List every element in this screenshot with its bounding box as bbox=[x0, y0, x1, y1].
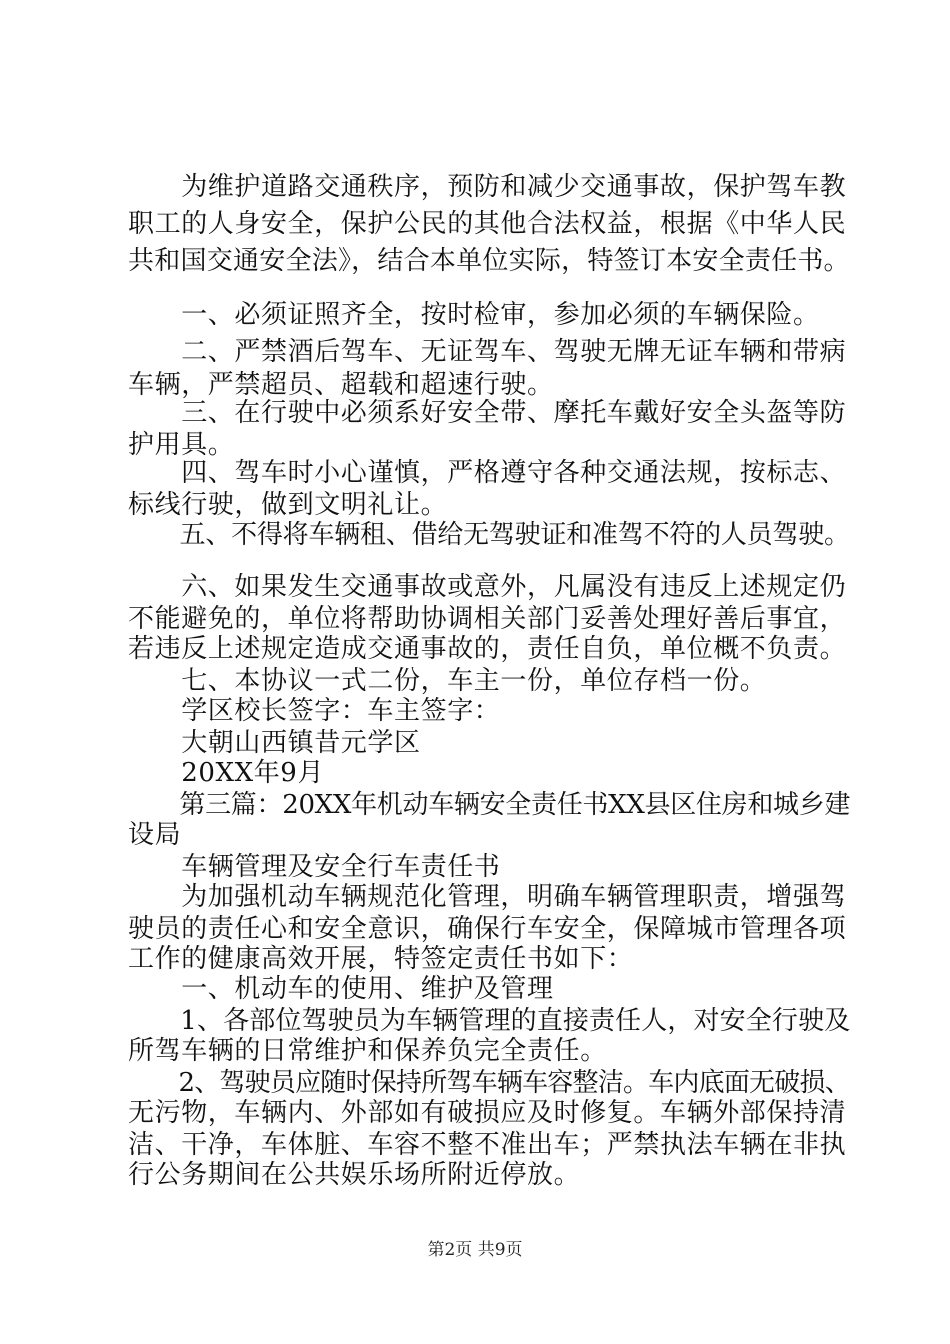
text-line: 车辆，严禁超员、超载和超速行驶。 bbox=[128, 370, 554, 400]
text-line: 大朝山西镇昔元学区 bbox=[128, 728, 421, 758]
text-line: 为维护道路交通秩序，预防和减少交通事故，保护驾车教 bbox=[128, 172, 847, 202]
text-line: 职工的人身安全，保护公民的其他合法权益，根据《中华人民 bbox=[128, 209, 847, 239]
text-line: 驶员的责任心和安全意识，确保行车安全，保障城市管理各项 bbox=[128, 914, 847, 944]
text-line: 护用具。 bbox=[128, 430, 235, 460]
text-line: 若违反上述规定造成交通事故的，责任自负，单位概不负责。 bbox=[128, 634, 847, 664]
text-line: 行公务期间在公共娱乐场所附近停放。 bbox=[128, 1160, 581, 1190]
text-line: 六、如果发生交通事故或意外，凡属没有违反上述规定仍 bbox=[128, 572, 847, 602]
text-line: 设局 bbox=[128, 820, 182, 850]
text-line: 第三篇：20XX年机动车辆安全责任书XX县区住房和城乡建 bbox=[128, 790, 851, 820]
text-line: 洁、干净，车体脏、车容不整不准出车；严禁执法车辆在非执 bbox=[128, 1130, 847, 1160]
text-line: 不能避免的，单位将帮助协调相关部门妥善处理好善后事宜， bbox=[128, 604, 847, 634]
text-line: 20XX年9月 bbox=[128, 758, 325, 788]
text-line: 所驾车辆的日常维护和保养负完全责任。 bbox=[128, 1036, 607, 1066]
text-line: 三、在行驶中必须系好安全带、摩托车戴好安全头盔等防 bbox=[128, 398, 847, 428]
text-line: 七、本协议一式二份，车主一份，单位存档一份。 bbox=[128, 666, 767, 696]
text-line: 学区校长签字：车主签字： bbox=[128, 696, 501, 726]
text-line: 车辆管理及安全行车责任书 bbox=[128, 852, 501, 882]
text-line: 无污物，车辆内、外部如有破损应及时修复。车辆外部保持清 bbox=[128, 1098, 847, 1128]
text-line: 一、机动车的使用、维护及管理 bbox=[128, 974, 554, 1004]
text-line: 二、严禁酒后驾车、无证驾车、驾驶无牌无证车辆和带病 bbox=[128, 337, 847, 367]
text-line: 为加强机动车辆规范化管理，明确车辆管理职责，增强驾 bbox=[128, 882, 847, 912]
text-line: 共和国交通安全法》，结合本单位实际，特签订本安全责任书。 bbox=[128, 246, 850, 276]
text-line: 五、不得将车辆租、借给无驾驶证和准驾不符的人员驾驶。 bbox=[128, 520, 850, 550]
text-line: 一、必须证照齐全，按时检审，参加必须的车辆保险。 bbox=[128, 300, 820, 330]
text-line: 四、驾车时小心谨慎，严格遵守各种交通法规，按标志、 bbox=[128, 458, 847, 488]
page-number-footer: 第2页 共9页 bbox=[427, 1240, 523, 1260]
text-line: 工作的健康高效开展，特签定责任书如下： bbox=[128, 944, 634, 974]
text-line: 2、驾驶员应随时保持所驾车辆车容整洁。车内底面无破损、 bbox=[128, 1068, 850, 1098]
text-line: 1、各部位驾驶员为车辆管理的直接责任人，对安全行驶及 bbox=[128, 1006, 851, 1036]
text-line: 标线行驶，做到文明礼让。 bbox=[128, 490, 448, 520]
